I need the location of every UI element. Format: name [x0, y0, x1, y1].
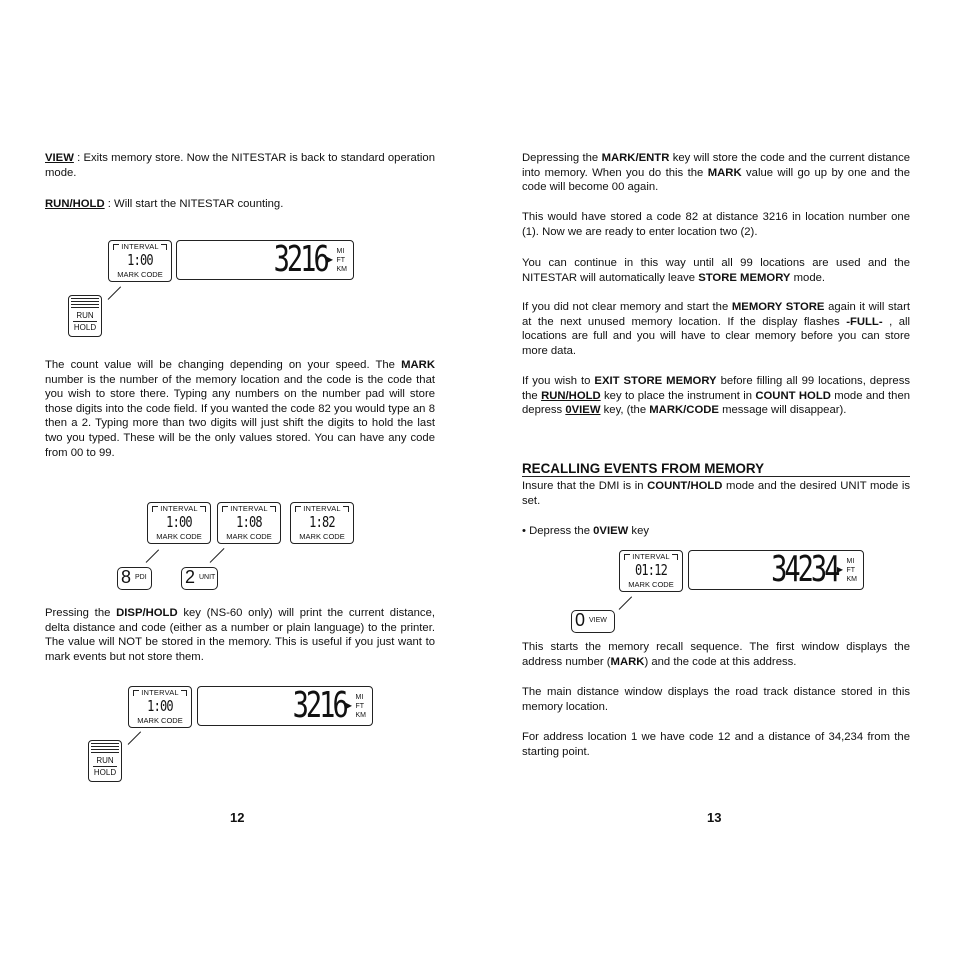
page-number: 13 [707, 810, 722, 825]
mark-code-label: MARK CODE [628, 580, 674, 589]
bullet-item [522, 524, 910, 539]
digit-2: 2 [185, 567, 196, 587]
bold-span: MARK/ENTR [601, 152, 670, 164]
mark-code-label: MARK CODE [226, 532, 272, 541]
run-label: RUN [96, 756, 114, 765]
mark-code-display [108, 240, 172, 282]
recall-paragraph [522, 640, 910, 669]
bold-span: EXIT STORE MEMORY [594, 375, 717, 387]
text-span: , all locations are full and you will have to clear memory before you can store more data. [522, 315, 911, 357]
continue-paragraph [522, 256, 910, 285]
memory-store-paragraph [522, 300, 910, 358]
text-span: key, (the [600, 404, 650, 417]
interval-label: INTERVAL [141, 688, 179, 697]
text-span: Pressing the [45, 607, 117, 619]
view-text: : Exits memory store. Now the NITESTAR is back to standard operation mode. [45, 152, 435, 179]
mark-code-value: 1:82 [309, 513, 335, 531]
interval-label: INTERVAL [121, 242, 159, 251]
pointer-arrow [108, 286, 121, 299]
bold-span: 0VIEW [593, 525, 629, 537]
main-distance-paragraph: The main distance window displays the road track distance stored in this memory location. [522, 686, 910, 713]
pointer-arrow [210, 548, 225, 563]
mark-code-value: 01:12 [634, 561, 668, 579]
distance-value: 34234 [770, 549, 837, 590]
text-span: If you wish to [522, 375, 595, 387]
pdi-label: PDI [135, 574, 147, 581]
mark-entr-paragraph [522, 151, 910, 195]
text-span: key (NS-60 only) will print the current distance, delta distance and code (either as a number or plain language) to the printer. The value will NOT be stored in the memory. This is useful if you just want to mark events but not store them. [45, 607, 435, 663]
mark-code-display [147, 502, 211, 544]
bold-span: MARK/CODE [649, 404, 719, 417]
unit-labels [356, 693, 367, 720]
view-term: VIEW [45, 152, 74, 164]
digit-0-view-key[interactable] [571, 610, 615, 633]
runhold-text: : Will start the NITESTAR counting. [104, 198, 284, 210]
distance-display [688, 550, 864, 590]
mark-code-display [128, 686, 192, 728]
bold-span: -FULL- [846, 315, 883, 328]
unit-mi: MI [336, 248, 345, 255]
pointer-arrow [619, 596, 632, 609]
unit-labels [337, 247, 348, 274]
bold-span: MARK [401, 359, 435, 371]
run-hold-key[interactable] [88, 740, 122, 782]
text-span: number is the number of the memory location and the code is the code that you wish to store there. Typing any numbers on the number pad will store those digits into the code field. If you wanted the code 82 you would type an 8 then a 2. Typing more than two digits will just shift the digits to hold the last two you typed. These will be the only values stored. You can have any code from 00 to 99. [45, 373, 435, 459]
distance-display [176, 240, 354, 280]
text-span: If you did not clear memory and start the [522, 301, 732, 313]
unit-label: UNIT [199, 574, 216, 581]
insure-paragraph [522, 479, 910, 508]
text-span: before filling all 99 locations, depress the [522, 375, 910, 402]
digit-2-key[interactable] [181, 567, 218, 590]
unit-labels [847, 557, 858, 584]
unit-ft: FT [336, 257, 346, 264]
exit-store-paragraph [522, 374, 910, 418]
text-span: This starts the memory recall sequence. The first window displays the address number ( [522, 641, 910, 668]
text-span: again it will start at the next unused memory location. If the display flashes [522, 301, 910, 328]
underlined-span: RUN/HOLD [541, 389, 601, 402]
bold-span: COUNT/HOLD [647, 480, 723, 492]
interval-label: INTERVAL [632, 552, 670, 561]
unit-arrow-icon: ▶ [345, 701, 352, 710]
text-span: ) and the code at this address. [644, 655, 797, 668]
mark-code-value: 1:00 [127, 251, 153, 269]
text-span: Insure that the DMI is in [522, 480, 648, 492]
runhold-term: RUN/HOLD [45, 198, 105, 210]
text-span: mode and then depress [522, 389, 911, 417]
bold-span: MEMORY STORE [731, 301, 825, 313]
text-span: • Depress the [522, 525, 594, 537]
disp-paragraph [45, 606, 435, 664]
unit-ft: FT [846, 567, 856, 574]
section-heading: RECALLING EVENTS FROM MEMORY [522, 461, 910, 477]
hold-label: HOLD [93, 768, 117, 777]
mark-code-value: 1:00 [147, 697, 173, 715]
text-span: You can continue in this way until all 99 locations are used and the NITESTAR will automatically leave [522, 257, 910, 284]
unit-arrow-icon: ▶ [836, 565, 843, 574]
stored-code-paragraph: This would have stored a code 82 at distance 3216 in location number one (1). Now we are ready to enter location two (2). [522, 211, 910, 238]
unit-km: KM [336, 266, 347, 273]
bold-span: COUNT HOLD [755, 389, 831, 402]
text-span: key will store the code and the current distance into memory. When you do this the [522, 152, 910, 179]
page-number: 12 [230, 810, 245, 825]
runhold-paragraph [45, 197, 435, 212]
mark-code-value: 1:08 [236, 513, 262, 531]
unit-ft: FT [355, 703, 365, 710]
mark-code-label: MARK CODE [156, 532, 202, 541]
unit-mi: MI [846, 558, 855, 565]
pointer-arrow [128, 731, 141, 744]
bold-span: DISP/HOLD [116, 607, 178, 619]
unit-arrow-icon: ▶ [326, 255, 333, 264]
address-location-paragraph: For address location 1 we have code 12 and a distance of 34,234 from the starting point. [522, 731, 910, 758]
digit-8: 8 [121, 567, 132, 587]
text-span: Depressing the [522, 152, 602, 164]
text-span: key to place the instrument in [600, 389, 756, 402]
pointer-arrow [146, 549, 159, 562]
mark-code-display [290, 502, 354, 544]
distance-display [197, 686, 373, 726]
digit-0: 0 [575, 610, 586, 630]
interval-label: INTERVAL [303, 504, 341, 513]
mark-code-display [217, 502, 281, 544]
mark-code-label: MARK CODE [299, 532, 345, 541]
run-hold-key[interactable] [68, 295, 102, 337]
bold-span: STORE MEMORY [698, 271, 791, 284]
interval-label: INTERVAL [230, 504, 268, 513]
mark-code-value: 1:00 [166, 513, 192, 531]
mark-code-display [619, 550, 683, 592]
bold-span: MARK [610, 655, 645, 668]
digit-8-key[interactable] [117, 567, 152, 590]
text-span: The count value will be changing depending on your speed. The [45, 359, 402, 371]
unit-km: KM [355, 712, 366, 719]
text-span: mode and the desired UNIT mode is set. [522, 480, 911, 507]
bold-span: MARK [707, 166, 742, 179]
run-label: RUN [76, 311, 94, 320]
text-span: key [628, 525, 650, 537]
unit-km: KM [846, 576, 857, 583]
text-span: message will disappear). [718, 404, 847, 417]
view-label: VIEW [589, 617, 607, 624]
underlined-span: 0VIEW [565, 404, 601, 417]
view-paragraph [45, 151, 435, 180]
distance-value: 3216 [273, 239, 327, 280]
interval-label: INTERVAL [160, 504, 198, 513]
text-span: mode. [790, 271, 826, 284]
mark-code-label: MARK CODE [137, 716, 183, 725]
distance-value: 3216 [292, 685, 346, 726]
text-span: value will go up by one and the code will become 00 again. [522, 166, 910, 194]
count-paragraph [45, 358, 435, 460]
mark-code-label: MARK CODE [117, 270, 163, 279]
unit-mi: MI [355, 694, 364, 701]
hold-label: HOLD [73, 323, 97, 332]
